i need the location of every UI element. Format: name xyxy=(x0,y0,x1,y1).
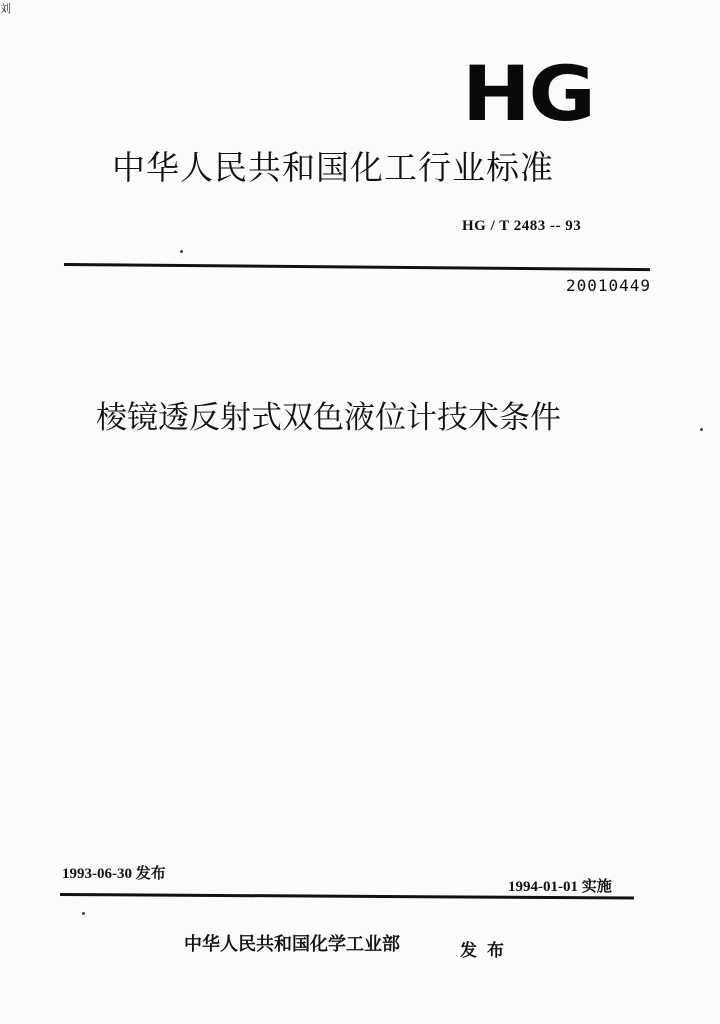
corner-mark: 刘 xyxy=(0,2,11,15)
effective-date: 1994-01-01 实施 xyxy=(508,879,612,895)
scan-speck xyxy=(180,250,183,253)
standard-code: HG / T 2483 -- 93 xyxy=(462,218,582,234)
scan-speck xyxy=(700,428,703,431)
issuer-action: 发布 xyxy=(460,941,514,961)
document-title: 棱镜透反射式双色液位计技术条件 xyxy=(96,400,561,436)
issuer: 中华人民共和国化学工业部 xyxy=(184,934,400,955)
scan-speck xyxy=(82,912,85,915)
standard-category: 中华人民共和国化工行业标准 xyxy=(112,148,554,187)
document-number: 20010449 xyxy=(566,276,652,295)
top-divider xyxy=(64,263,650,271)
issue-date: 1993-06-30 发布 xyxy=(62,866,166,882)
hg-logo: HG xyxy=(462,49,594,138)
